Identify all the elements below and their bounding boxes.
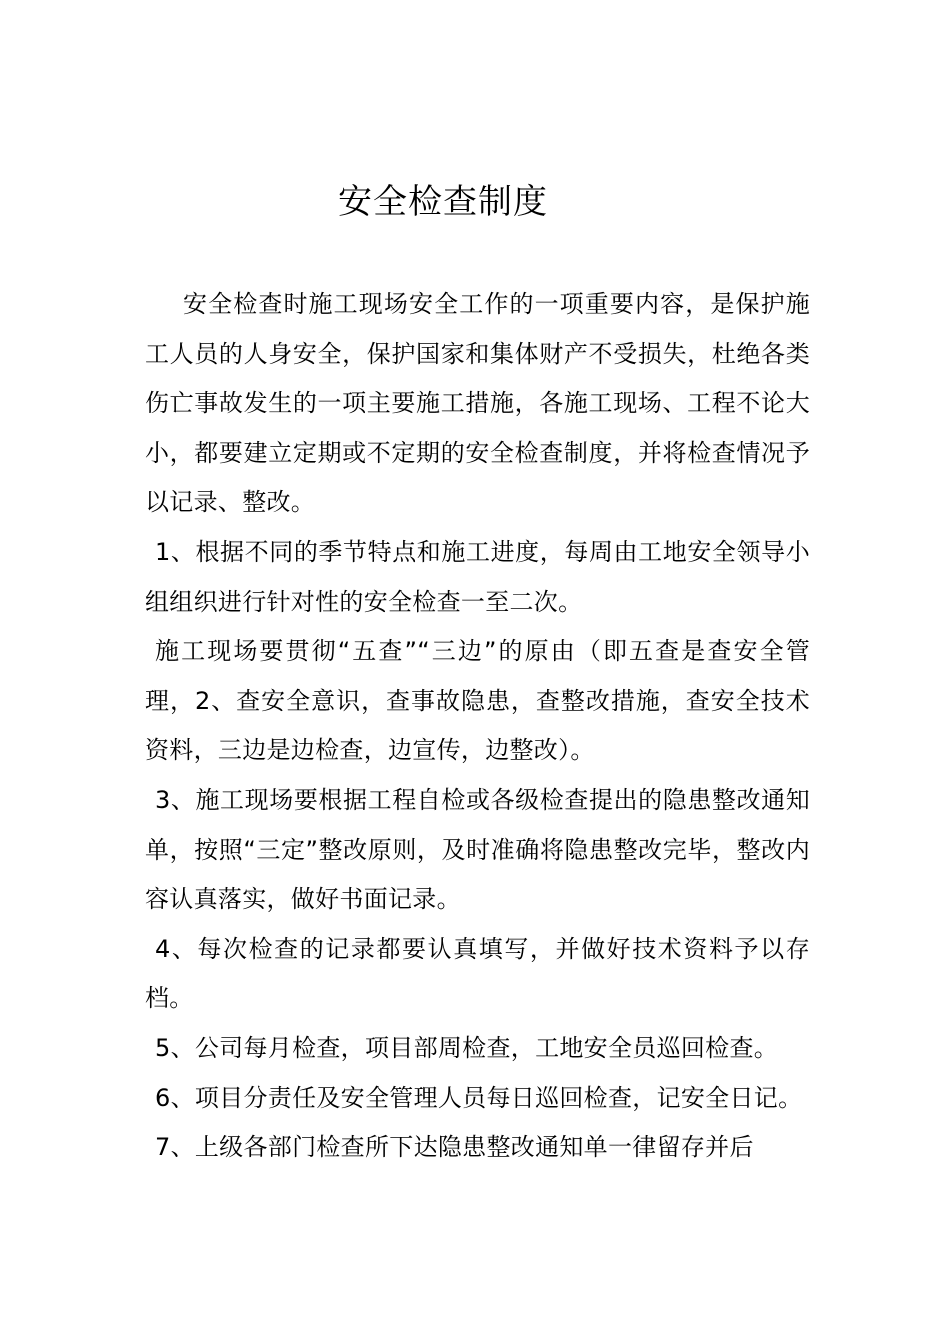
rule-item-2: 施工现场要贯彻“五查”“三边”的原由（即五查是查安全管理，2、查安全意识，查事故隐患，查整改措施，查安全技术资料，三边是边检查，边宣传，边整改）。 [145, 637, 810, 765]
rule-item-5: 5、公司每月检查，项目部周检查，工地安全员巡回检查。 [155, 1033, 779, 1062]
rule-item-3: 3、施工现场要根据工程自检或各级检查提出的隐患整改通知单，按照“三定”整改原则，及时准确将隐患整改完毕，整改内容认真落实，做好书面记录。 [145, 785, 810, 914]
intro-paragraph: 安全检查时施工现场安全工作的一项重要内容，是保护施工人员的人身安全，保护国家和集体财产不受损失，杜绝各类伤亡事故发生的一项主要施工措施，各施工现场、工程不论大小，都要建立定期或不定期的安全检查制度，并将检查情况予以记录、整改。 [145, 290, 810, 517]
document-body [145, 280, 810, 1173]
document-title: 安全检查制度 [338, 182, 548, 222]
rule-item-1: 1、根据不同的季节特点和施工进度，每周由工地安全领导小组组织进行针对性的安全检查一至二次。 [145, 537, 810, 616]
rule-item-7: 7、上级各部门检查所下达隐患整改通知单一律留存并后 [155, 1133, 754, 1162]
rule-item-4: 4、每次检查的记录都要认真填写，并做好技术资料予以存档。 [145, 934, 810, 1013]
rule-item-6: 6、项目分责任及安全管理人员每日巡回检查，记安全日记。 [155, 1083, 803, 1112]
